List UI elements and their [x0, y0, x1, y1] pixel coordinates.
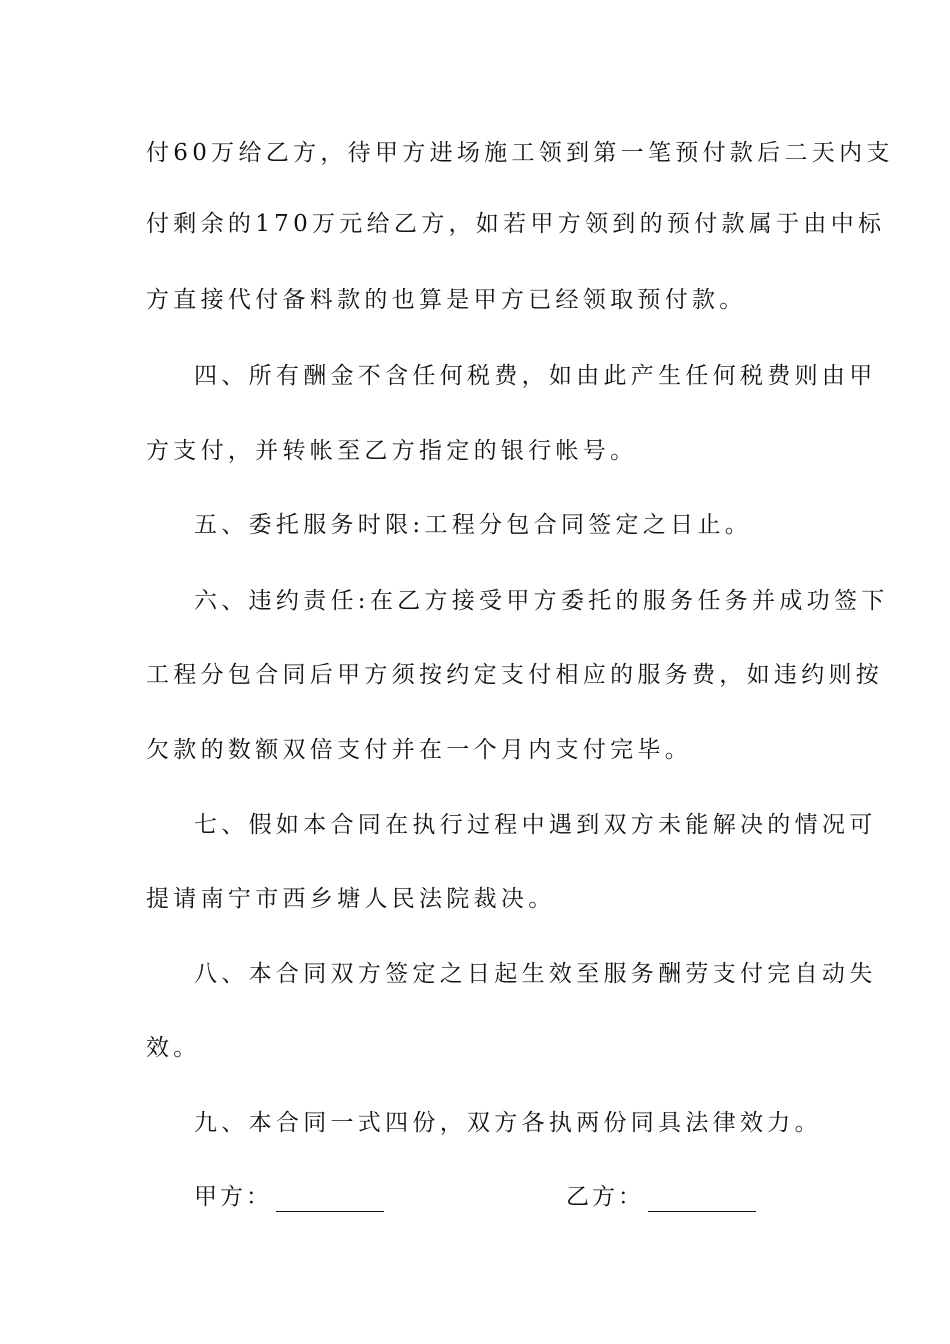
paragraph-line: 方支付，并转帐至乙方指定的银行帐号。 — [146, 438, 638, 464]
paragraph-line: 提请南宁市西乡塘人民法院裁决。 — [146, 886, 556, 912]
paragraph-line: 付60万给乙方，待甲方进场施工领到第一笔预付款后二天内支 — [146, 140, 894, 166]
clause-5-line: 五、委托服务时限:工程分包合同签定之日止。 — [194, 512, 753, 538]
clause-6-line: 六、违约责任:在乙方接受甲方委托的服务任务并成功签下 — [194, 588, 889, 614]
paragraph-line: 效。 — [146, 1035, 201, 1061]
party-a-label: 甲方： — [194, 1184, 272, 1210]
party-b-signature-blank — [648, 1185, 756, 1212]
paragraph-line: 方直接代付备料款的也算是甲方已经领取预付款。 — [146, 287, 747, 313]
party-a-signature-blank — [276, 1185, 384, 1212]
clause-8-line: 八、本合同双方签定之日起生效至服务酬劳支付完自动失 — [194, 961, 877, 987]
paragraph-line: 付剩余的170万元给乙方，如若甲方领到的预付款属于由中标 — [146, 211, 886, 237]
party-b-label: 乙方： — [566, 1184, 644, 1210]
paragraph-line: 工程分包合同后甲方须按约定支付相应的服务费，如违约则按 — [146, 662, 884, 688]
party-b-signature — [566, 1182, 756, 1212]
clause-4-line: 四、所有酬金不含任何税费，如由此产生任何税费则由甲 — [194, 363, 877, 389]
clause-7-line: 七、假如本合同在执行过程中遇到双方未能解决的情况可 — [194, 812, 877, 838]
paragraph-line: 欠款的数额双倍支付并在一个月内支付完毕。 — [146, 737, 692, 763]
party-a-signature — [194, 1182, 384, 1212]
clause-9-line: 九、本合同一式四份，双方各执两份同具法律效力。 — [194, 1110, 822, 1136]
